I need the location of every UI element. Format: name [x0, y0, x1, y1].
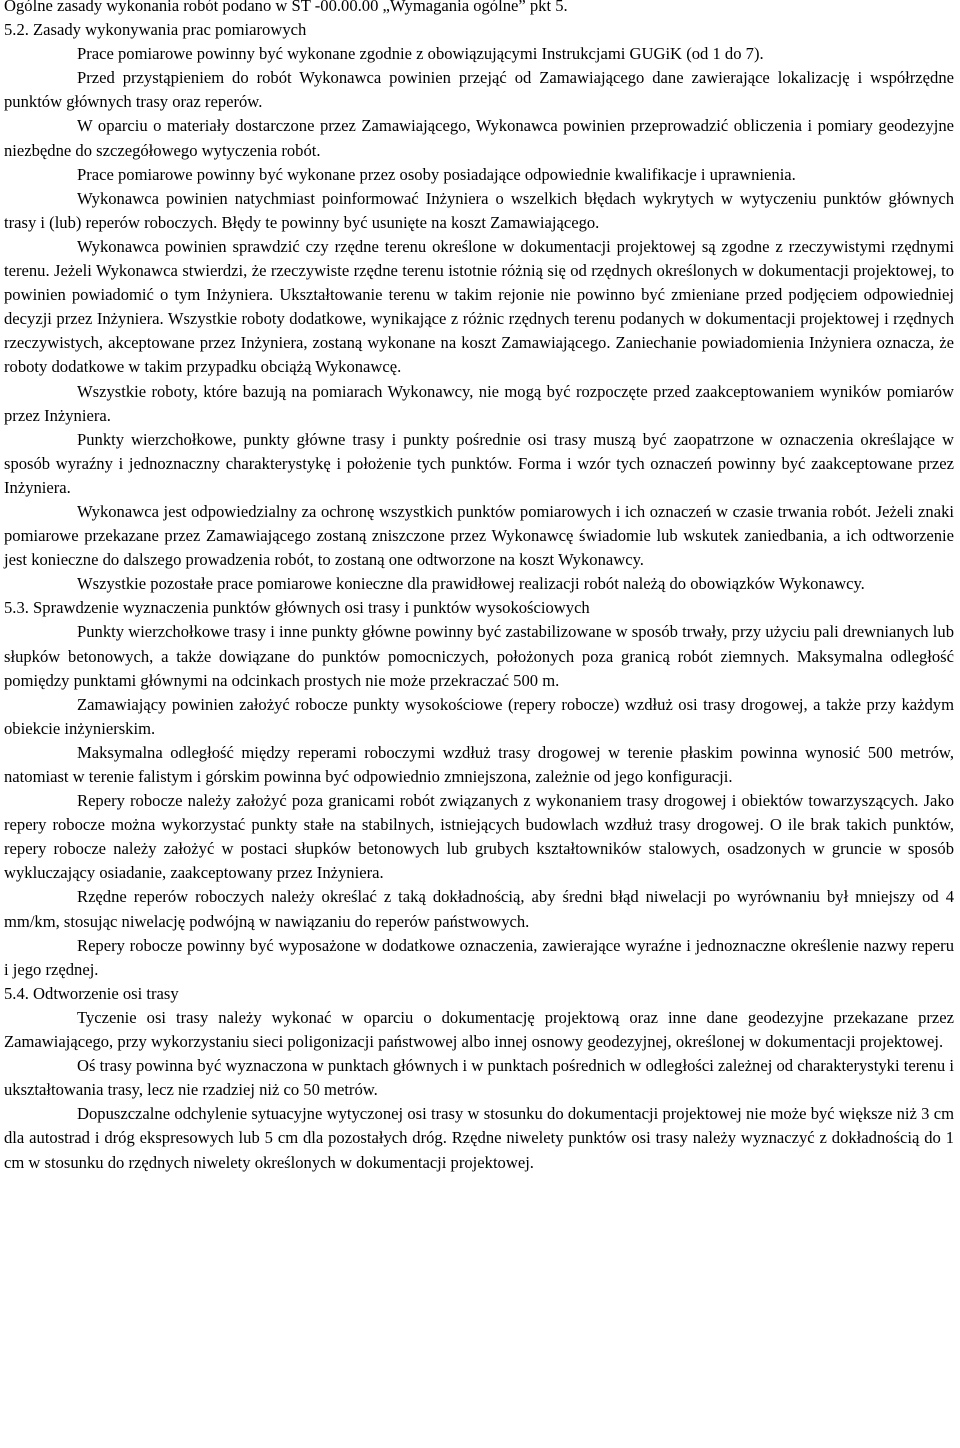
- paragraph: W oparciu o materiały dostarczone przez Zamawiającego, Wykonawca powinien przeprowadzić obliczenia i pomiary geodezyjne niezbędne do szczegółowego wytyczenia robót.: [4, 116, 954, 160]
- paragraph: Repery robocze powinny być wyposażone w dodatkowe oznaczenia, zawierające wyraźne i jednoznaczne określenie nazwy reperu i jego rzędnej.: [4, 935, 954, 979]
- paragraph: Repery robocze należy założyć poza granicami robót związanych z wykonaniem trasy drogowej i obiektów towarzyszących. Jako repery robocze można wykorzystać punkty stałe na stabilnych, istniejących budowlach wzdłuż trasy drogowej. O ile brak takich punktów, repery robocze należy założyć w postaci słupków betonowych lub grubych kształtowników stalowych, osadzonych w gruncie w sposób wykluczający osiadanie, zaakceptowany przez Inżyniera.: [4, 791, 954, 883]
- paragraph: Wykonawca jest odpowiedzialny za ochronę wszystkich punktów pomiarowych i ich oznaczeń w czasie trwania robót. Jeżeli znaki pomiarowe przekazane przez Zamawiającego zostaną zniszczone przez Wykonawcę świadomie lub wskutek zaniedbania, a ich odtworzenie jest konieczne do dalszego prowadzenia robót, to zostaną one odtworzone na koszt Wykonawcy.: [4, 501, 954, 570]
- paragraph: Prace pomiarowe powinny być wykonane zgodnie z obowiązującymi Instrukcjami GUGiK (od 1 do 7).: [77, 44, 764, 64]
- paragraph: Wykonawca powinien natychmiast poinformować Inżyniera o wszelkich błędach wykrytych w wytyczeniu punktów głównych trasy i (lub) reperów roboczych. Błędy te powinny być usunięte na koszt Zamawiającego.: [4, 188, 954, 232]
- section-heading-5-3: 5.3. Sprawdzenie wyznaczenia punktów głównych osi trasy i punktów wysokościowych: [4, 598, 590, 618]
- paragraph: Rzędne reperów roboczych należy określać z taką dokładnością, aby średni błąd niwelacji po wyrównaniu był mniejszy od 4 mm/km, stosując niwelację podwójną w nawiązaniu do reperów państwowych.: [4, 887, 954, 931]
- paragraph: Dopuszczalne odchylenie sytuacyjne wytyczonej osi trasy w stosunku do dokumentacji projektowej nie może być większe niż 3 cm dla autostrad i dróg ekspresowych lub 5 cm dla pozostałych dróg. Rzędne niwelety punktów osi trasy należy wyznaczyć z dokładnością do 1 cm w stosunku do rzędnych niwelety określonych w dokumentacji projektowej.: [4, 1104, 954, 1172]
- intro-line: Ogólne zasady wykonania robót podano w ST -00.00.00 „Wymagania ogólne” pkt 5.: [4, 0, 568, 15]
- paragraph: Wszystkie pozostałe prace pomiarowe konieczne dla prawidłowej realizacji robót należą do obowiązków Wykonawcy.: [77, 574, 865, 594]
- paragraph: Wszystkie roboty, które bazują na pomiarach Wykonawcy, nie mogą być rozpoczęte przed zaakceptowaniem wyników pomiarów przez Inżyniera.: [4, 381, 954, 425]
- section-5-4-body: [4, 1006, 954, 1175]
- section-heading-5-4: 5.4. Odtworzenie osi trasy: [4, 983, 179, 1003]
- paragraph: Oś trasy powinna być wyznaczona w punktach głównych i w punktach pośrednich w odległości zależnej od charakterystyki terenu i ukształtowania trasy, lecz nie rzadziej niż co 50 metrów.: [4, 1056, 954, 1100]
- section-5-2-body: [4, 42, 954, 596]
- paragraph: Punkty wierzchołkowe trasy i inne punkty główne powinny być zastabilizowane w sposób trwały, przy użyciu pali drewnianych lub słupków betonowych, a także dowiązane do punktów pomocniczych, położonych poza granicą robót ziemnych. Maksymalna odległość pomiędzy punktami głównymi na odcinkach prostych nie może przekraczać 500 m.: [4, 622, 954, 690]
- section-heading-5-2: 5.2. Zasady wykonywania prac pomiarowych: [4, 20, 307, 40]
- paragraph: Wykonawca powinien sprawdzić czy rzędne terenu określone w dokumentacji projektowej są zgodne z rzeczywistymi rzędnymi terenu. Jeżeli Wykonawca stwierdzi, że rzeczywiste rzędne terenu istotnie różnią się od rzędnych określonych w dokumentacji projektowej, to powinien powiadomić o tym Inżyniera. Ukształtowanie terenu w takim rejonie nie powinno być zmieniane przed podjęciem odpowiedniej decyzji przez Inżyniera. Wszystkie roboty dodatkowe, wynikające z różnic rzędnych terenu podanych w dokumentacji projektowej i rzędnych rzeczywistych, akceptowane przez Inżyniera, zostaną wykonane na koszt Zamawiającego. Zaniechanie powiadomienia Inżyniera oznacza, że roboty dodatkowe w takim przypadku obciążą Wykonawcę.: [4, 236, 954, 377]
- paragraph: Tyczenie osi trasy należy wykonać w oparciu o dokumentację projektową oraz inne dane geodezyjne przekazane przez Zamawiającego, przy wykorzystaniu sieci poligonizacji państwowej albo innej osnowy geodezyjnej, określonej w dokumentacji projektowej.: [4, 1007, 954, 1052]
- section-5-3-body: [4, 620, 954, 981]
- paragraph: Zamawiający powinien założyć robocze punkty wysokościowe (repery robocze) wzdłuż osi trasy drogowej, a także przy każdym obiekcie inżynierskim.: [4, 694, 954, 738]
- paragraph: Przed przystąpieniem do robót Wykonawca powinien przejąć od Zamawiającego dane zawierające lokalizację i współrzędne punktów głównych trasy oraz reperów.: [4, 68, 954, 112]
- paragraph: Punkty wierzchołkowe, punkty główne trasy i punkty pośrednie osi trasy muszą być zaopatrzone w oznaczenia określające w sposób wyraźny i jednoznaczny charakterystykę i położenie tych punktów. Forma i wzór tych oznaczeń powinny być zaakceptowane przez Inżyniera.: [4, 429, 954, 497]
- paragraph: Prace pomiarowe powinny być wykonane przez osoby posiadające odpowiednie kwalifikacje i uprawnienia.: [77, 164, 796, 184]
- paragraph: Maksymalna odległość między reperami roboczymi wzdłuż trasy drogowej w terenie płaskim powinna wynosić 500 metrów, natomiast w terenie falistym i górskim powinna być odpowiednio zmniejszona, zależnie od jego konfiguracji.: [4, 742, 954, 786]
- document-page: [4, 0, 954, 1175]
